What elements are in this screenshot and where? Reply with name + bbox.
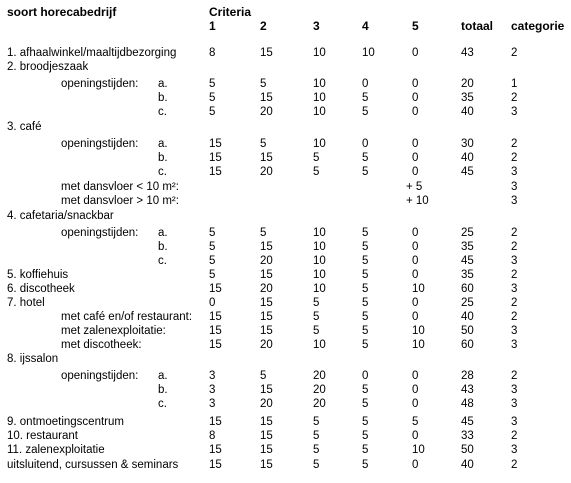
criterion-2-value: 5 [260,227,267,239]
criterion-4-value: 5 [362,241,369,253]
criterion-1-value: 15 [209,311,222,323]
criterion-3-value: 10 [313,339,326,351]
criterion-4-value: 5 [362,283,369,295]
criterion-5-value: 5 [412,416,419,428]
criterion-4-value: 5 [362,444,369,456]
criterion-3-value: 20 [313,384,326,396]
criterion-3-value: 20 [313,370,326,382]
criterion-3-value: 10 [313,227,326,239]
table-row [0,397,571,411]
table-row [0,268,571,282]
criterion-5-value: 10 [412,325,425,337]
criterion-1-value: 15 [209,166,222,178]
categorie-value: 2 [511,269,518,281]
criterion-2-value: 15 [260,459,273,471]
categorie-value: 2 [511,47,518,59]
row-category: 9. ontmoetingscentrum [7,416,124,428]
row-category: 10. restaurant [7,430,78,442]
table-row [0,338,571,352]
table-row [0,282,571,296]
header-criterion-5: 5 [412,19,419,33]
criterion-4-value: 0 [362,78,369,90]
criterion-2-value: 15 [260,384,273,396]
table-row [0,429,571,443]
criterion-4-value: 0 [362,370,369,382]
criterion-4-value: 5 [362,106,369,118]
row-category: 3. café [7,121,42,133]
criterion-5-value: 0 [412,227,419,239]
row-option: a. [158,78,168,90]
criterion-3-value: 5 [313,166,320,178]
criterion-4-value: 5 [362,416,369,428]
totaal-value: 30 [461,138,474,150]
totaal-value: 25 [461,297,474,309]
criterion-1-value: 5 [209,106,216,118]
header-criterion-4: 4 [362,19,369,33]
table-row [0,137,571,151]
criterion-3-value: 10 [313,138,326,150]
row-option: c. [158,398,167,410]
criterion-5-value: 0 [412,311,419,323]
table-row [0,324,571,338]
criterion-3-value: 10 [313,47,326,59]
criterion-2-value: 5 [260,370,267,382]
table-row [0,226,571,240]
table-row [0,352,571,366]
row-subtype: openingstijden: [61,370,139,382]
criterion-1-value: 15 [209,152,222,164]
totaal-value: 20 [461,78,474,90]
criterion-1-value: 15 [209,325,222,337]
table-row [0,240,571,254]
criterion-5-value: 0 [412,106,419,118]
criterion-5-value: 0 [412,370,419,382]
header-criterion-3: 3 [313,19,320,33]
criterion-4-value: 5 [362,166,369,178]
criterion-1-value: 5 [209,78,216,90]
criterion-2-value: 5 [260,78,267,90]
criterion-2-value: 20 [260,339,273,351]
totaal-value: 35 [461,241,474,253]
criterion-5-value: 0 [412,430,419,442]
row-category: 2. broodjeszaak [7,61,89,73]
row-option: c. [158,106,167,118]
criterion-1-value: 5 [209,255,216,267]
criterion-1-value: 15 [209,339,222,351]
criterion-4-value: 5 [362,311,369,323]
criterion-1-value: 8 [209,47,216,59]
table-row [0,415,571,429]
categorie-value: 2 [511,311,518,323]
totaal-value: 35 [461,92,474,104]
criterion-1-value: 5 [209,92,216,104]
row-option: b. [158,92,168,104]
row-subtype: met dansvloer < 10 m²: [61,181,179,193]
header-soort: soort horecabedrijf [7,5,117,19]
table-row [0,60,571,74]
table-row [0,443,571,457]
criterion-2-value: 15 [260,241,273,253]
categorie-value: 3 [511,444,518,456]
criterion-4-value: 5 [362,325,369,337]
criterion-5-value: 10 [412,283,425,295]
table-row [0,310,571,324]
row-category: 5. koffiehuis [7,269,69,281]
table-row [0,296,571,310]
row-subtype: met café en/of restaurant: [61,311,193,323]
header-categorie: categorie [511,19,565,33]
row-option: c. [158,255,167,267]
criterion-4-value: 5 [362,269,369,281]
criterion-3-value: 10 [313,269,326,281]
criterion-4-value: 5 [362,398,369,410]
categorie-value: 2 [511,227,518,239]
row-category: 8. ijssalon [7,353,59,365]
header-totaal: totaal [461,19,494,33]
criterion-1-value: 15 [209,416,222,428]
criterion-3-value: 5 [313,430,320,442]
categorie-value: 3 [511,416,518,428]
criterion-1-value: 15 [209,283,222,295]
criterion-3-value: 5 [313,311,320,323]
categorie-value: 3 [511,195,518,207]
table-row [0,165,571,179]
criterion-3-value: 5 [313,152,320,164]
criterion-2-value: 20 [260,106,273,118]
criterion-2-value: 15 [260,152,273,164]
totaal-value: 45 [461,255,474,267]
criterion-2-value: 20 [260,166,273,178]
totaal-value: 40 [461,459,474,471]
row-category: 11. zalenexploitatie [7,444,105,456]
categorie-value: 3 [511,181,518,193]
table-row [0,46,571,60]
totaal-value: 40 [461,106,474,118]
criterion-2-value: 15 [260,297,273,309]
row-category: 1. afhaalwinkel/maaltijdbezorging [7,47,177,59]
criterion-5-value: 0 [412,152,419,164]
categorie-value: 3 [511,339,518,351]
row-category: uitsluitend, cursussen & seminars [7,459,179,471]
totaal-value: 43 [461,47,474,59]
totaal-value: 28 [461,370,474,382]
criterion-1-value: 0 [209,297,216,309]
criterion-2-value: 5 [260,138,267,150]
criterion-2-value: 15 [260,416,273,428]
criterion-4-value: 5 [362,227,369,239]
criterion-2-value: 15 [260,311,273,323]
criterion-4-value: 5 [362,255,369,267]
criterion-3-value: 10 [313,241,326,253]
criterion-2-value: 15 [260,269,273,281]
criterion-5-value: 0 [412,459,419,471]
totaal-value: 40 [461,311,474,323]
criterion-4-value: 10 [362,47,375,59]
totaal-value: 40 [461,152,474,164]
criterion-1-value: 5 [209,241,216,253]
categorie-value: 3 [511,106,518,118]
criterion-5-value: 10 [412,339,425,351]
header-criteria: Criteria [209,5,252,19]
header-criterion-1: 1 [209,19,216,33]
categorie-value: 2 [511,370,518,382]
criterion-4-value: 5 [362,459,369,471]
header-criterion-2: 2 [260,19,267,33]
table-row [0,91,571,105]
criterion-1-value: 15 [209,444,222,456]
row-option: a. [158,138,168,150]
totaal-value: 60 [461,339,474,351]
criterion-3-value: 5 [313,297,320,309]
criterion-5-value: 0 [412,92,419,104]
criterion-1-value: 5 [209,227,216,239]
categorie-value: 2 [511,138,518,150]
criterion-1-value: 3 [209,370,216,382]
criterion-2-value: 15 [260,325,273,337]
criterion-3-value: 5 [313,444,320,456]
table-row [0,77,571,91]
totaal-value: 60 [461,283,474,295]
totaal-value: 48 [461,398,474,410]
row-subtype: met dansvloer > 10 m²: [61,195,179,207]
categorie-value: 3 [511,398,518,410]
row-category: 6. discotheek [7,283,75,295]
criterion-4-value: 0 [362,138,369,150]
criterion-2-value: 20 [260,283,273,295]
totaal-value: 25 [461,227,474,239]
categorie-value: 1 [511,78,518,90]
table-row [0,105,571,119]
criterion-1-value: 15 [209,138,222,150]
totaal-value: 50 [461,444,474,456]
criterion-5-value: 0 [412,297,419,309]
criterion-1-value: 3 [209,384,216,396]
criterion-4-value: 5 [362,430,369,442]
criterion-2-value: 20 [260,255,273,267]
row-option: c. [158,166,167,178]
criterion-4-value: 5 [362,152,369,164]
criterion-3-value: 10 [313,92,326,104]
table-row [0,151,571,165]
categorie-value: 3 [511,283,518,295]
categorie-value: 3 [511,384,518,396]
row-option: a. [158,227,168,239]
categorie-value: 2 [511,297,518,309]
table-row [0,254,571,268]
categorie-value: 2 [511,241,518,253]
row-subtype: openingstijden: [61,78,139,90]
criterion-5-value: 0 [412,166,419,178]
criterion-2-value: 20 [260,398,273,410]
criterion-3-value: 10 [313,283,326,295]
totaal-value: 45 [461,166,474,178]
criterion-5-value: 0 [412,241,419,253]
criterion-3-value: 10 [313,106,326,118]
criterion-5-value: 0 [412,138,419,150]
criterion-4-value: 5 [362,339,369,351]
criterion-4-value: 5 [362,92,369,104]
row-category: 7. hotel [7,297,45,309]
criterion-3-value: 5 [313,416,320,428]
criterion-1-value: 3 [209,398,216,410]
row-category: 4. cafetaria/snackbar [7,210,114,222]
categorie-value: 2 [511,152,518,164]
row-subtype: met zalenexploitatie: [61,325,166,337]
categorie-value: 2 [511,459,518,471]
totaal-value: 35 [461,269,474,281]
table-row [0,180,571,194]
criterion-1-value: 8 [209,430,216,442]
criterion-3-value: 5 [313,459,320,471]
criterion-3-value: 10 [313,255,326,267]
totaal-value: 50 [461,325,474,337]
totaal-value: 45 [461,416,474,428]
criterion-5-value: 10 [412,444,425,456]
table-row [0,194,571,208]
criterion-2-value: 15 [260,430,273,442]
row-subtype: openingstijden: [61,227,139,239]
criterion-5-value: 0 [412,398,419,410]
categorie-value: 3 [511,166,518,178]
criterion-5-value: 0 [412,47,419,59]
criterion-5-value: 0 [412,384,419,396]
criterion-4-value: 5 [362,384,369,396]
row-option: a. [158,370,168,382]
categorie-value: 2 [511,92,518,104]
totaal-value: 33 [461,430,474,442]
row-option: b. [158,152,168,164]
row-subtype: met discotheek: [61,339,142,351]
criterion-3-value: 5 [313,325,320,337]
criterion-5-value: 0 [412,255,419,267]
criterion-5-value: + 5 [406,181,423,193]
totaal-value: 43 [461,384,474,396]
criterion-4-value: 5 [362,297,369,309]
categorie-value: 3 [511,255,518,267]
criterion-2-value: 15 [260,47,273,59]
criterion-5-value: 0 [412,78,419,90]
table-row [0,458,571,472]
row-option: b. [158,384,168,396]
criterion-2-value: 15 [260,92,273,104]
criterion-3-value: 20 [313,398,326,410]
criterion-1-value: 5 [209,269,216,281]
table-row [0,383,571,397]
table-row [0,369,571,383]
criterion-5-value: 0 [412,269,419,281]
categorie-value: 2 [511,430,518,442]
criterion-2-value: 15 [260,444,273,456]
row-subtype: openingstijden: [61,138,139,150]
criterion-1-value: 15 [209,459,222,471]
categorie-value: 3 [511,325,518,337]
row-option: b. [158,241,168,253]
table-row [0,209,571,223]
table-row [0,120,571,134]
criterion-5-value: + 10 [406,195,429,207]
criterion-3-value: 10 [313,78,326,90]
